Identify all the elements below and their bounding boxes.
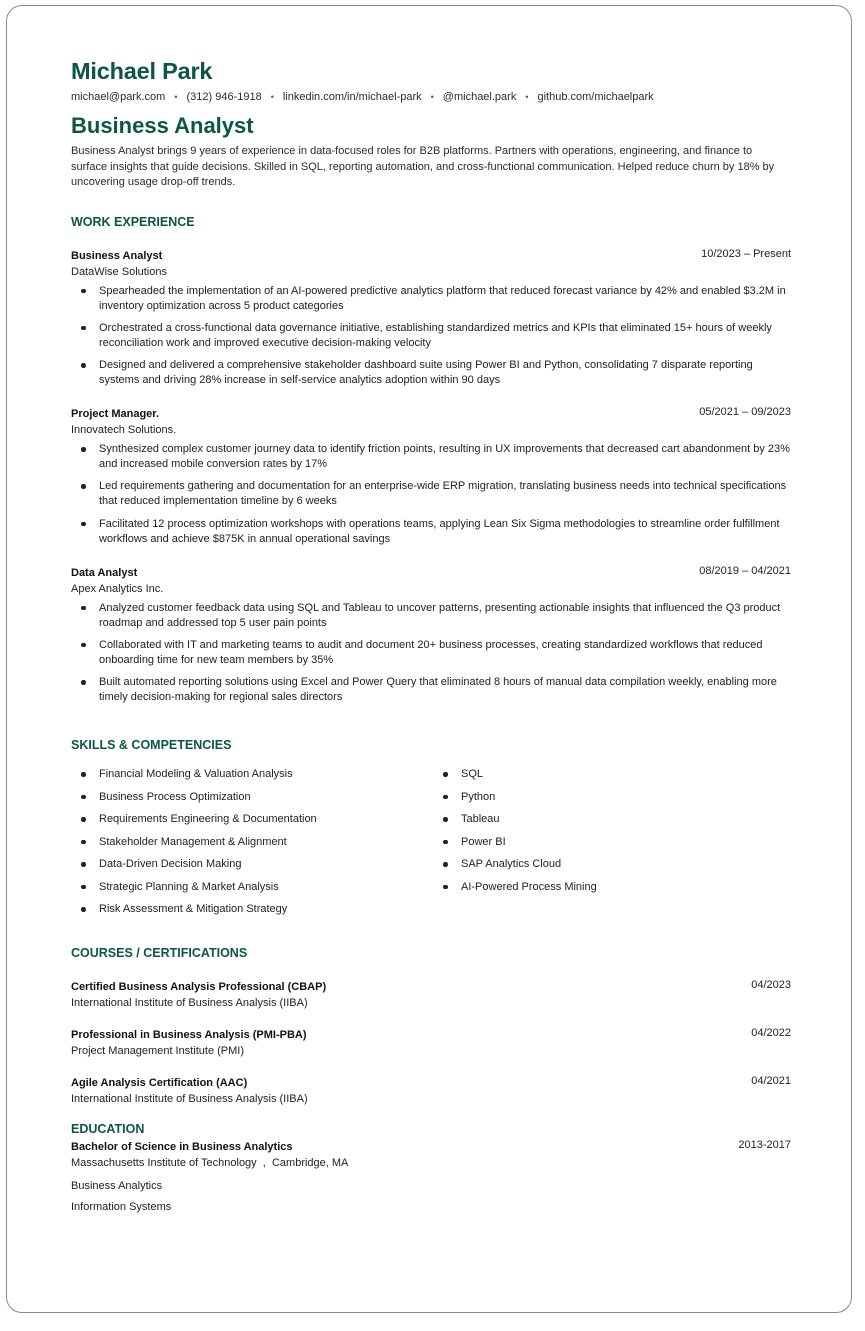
job-dates: 08/2019 – 04/2021 — [699, 564, 791, 577]
skill-item: Stakeholder Management & Alignment — [71, 835, 433, 850]
certification-issuer: International Institute of Business Analysis (IIBA) — [71, 1092, 308, 1105]
job-entry — [71, 566, 791, 706]
certification-date: 04/2023 — [751, 978, 791, 991]
skill-item: Requirements Engineering & Documentation — [71, 812, 433, 827]
job-title-heading: Business Analyst — [71, 113, 254, 138]
job-company: Innovatech Solutions. — [71, 424, 177, 437]
resume-content — [71, 56, 791, 1216]
contact-separator: • — [430, 92, 434, 102]
resume-page — [6, 5, 852, 1313]
certification-date: 04/2021 — [751, 1074, 791, 1087]
certification-title: Professional in Business Analysis (PMI-PBA) — [71, 1028, 307, 1041]
contact-separator: • — [270, 92, 274, 102]
job-company: Apex Analytics Inc. — [71, 582, 164, 595]
skill-item: SAP Analytics Cloud — [433, 857, 597, 872]
candidate-name: Michael Park — [71, 58, 213, 84]
professional-summary: Business Analyst brings 9 years of experience in data-focused roles for B2B platforms. Partners with operations, engineering, and finance to surface insights that guide decisions. Skilled in SQL, reporting automation, and cross-functional communication. Helped reduce churn by 18% by uncovering usage drop-off trends. — [71, 145, 775, 188]
education-dates: 2013-2017 — [738, 1138, 791, 1151]
bullet-item: Built automated reporting solutions using Excel and Power Query that eliminated 8 hours of manual data compilation weekly, enabling more timely decision-making for regional sales directors — [71, 675, 791, 705]
job-role: Data Analyst — [71, 566, 138, 579]
bullet-item: Synthesized complex customer journey data to identify friction points, resulting in UX improvements that decreased cart abandonment by 23% and increased mobile conversion rates by 17% — [71, 442, 791, 472]
job-bullets — [71, 284, 791, 389]
job-role: Project Manager. — [71, 408, 160, 421]
degree-title: Bachelor of Science in Business Analytics — [71, 1140, 293, 1153]
contact-linkedin[interactable]: linkedin.com/in/michael-park — [282, 91, 422, 103]
school-line — [71, 1155, 791, 1172]
school-comma: , — [259, 1156, 269, 1169]
skills-column-competencies — [71, 767, 433, 925]
certification-date: 04/2022 — [751, 1026, 791, 1039]
skill-item: Power BI — [433, 835, 597, 850]
certification-issuer: Project Management Institute (PMI) — [71, 1044, 245, 1057]
skill-item: Risk Assessment & Mitigation Strategy — [71, 902, 433, 917]
school-name: Massachusetts Institute of Technology — [71, 1156, 257, 1169]
certification-entry — [71, 1028, 791, 1060]
bullet-item: Orchestrated a cross-functional data governance initiative, establishing standardized metrics and KPIs that eliminated 15+ hours of weekly reconciliation work and improved executive decision-making velocity — [71, 321, 791, 351]
contact-phone[interactable]: (312) 946-1918 — [186, 91, 262, 103]
skill-item: Python — [433, 790, 597, 805]
certification-title: Agile Analysis Certification (AAC) — [71, 1076, 248, 1089]
education-field: Business Analytics — [71, 1179, 163, 1192]
contact-github[interactable]: github.com/michaelpark — [537, 91, 654, 103]
job-role: Business Analyst — [71, 249, 163, 262]
certification-entry — [71, 1076, 791, 1108]
job-dates: 10/2023 – Present — [701, 247, 791, 260]
contact-separator: • — [525, 92, 529, 102]
skills-heading: SKILLS & COMPETENCIES — [71, 738, 232, 753]
skill-item: Business Process Optimization — [71, 790, 433, 805]
skill-item: Tableau — [433, 812, 597, 827]
certification-issuer: International Institute of Business Analysis (IIBA) — [71, 996, 308, 1009]
education-heading: EDUCATION — [71, 1121, 145, 1136]
work-experience-heading: WORK EXPERIENCE — [71, 214, 195, 229]
certification-title: Certified Business Analysis Professional (CBAP) — [71, 980, 327, 993]
contact-line — [71, 89, 791, 105]
bullet-item: Spearheaded the implementation of an AI-powered predictive analytics platform that reduced forecast variance by 42% and enabled $3.2M in inventory optimization across 5 product categories — [71, 284, 791, 314]
job-entry — [71, 407, 791, 547]
education-entry — [71, 1140, 791, 1216]
contact-separator: • — [174, 92, 178, 102]
skills-column-tools — [433, 767, 597, 925]
contact-email[interactable]: michael@park.com — [71, 91, 166, 103]
contact-handle[interactable]: @michael.park — [442, 91, 517, 103]
skill-item: Data-Driven Decision Making — [71, 857, 433, 872]
skill-item: Financial Modeling & Valuation Analysis — [71, 767, 433, 782]
bullet-item: Analyzed customer feedback data using SQL and Tableau to uncover patterns, presenting actionable insights that influenced the Q3 product roadmap and addressed top 5 user pain points — [71, 601, 791, 631]
job-bullets — [71, 442, 791, 547]
school-location: Cambridge, MA — [271, 1156, 349, 1169]
job-company: DataWise Solutions — [71, 265, 167, 278]
job-entry — [71, 249, 791, 389]
skills-list — [71, 767, 791, 925]
skill-item: AI-Powered Process Mining — [433, 880, 597, 895]
bullet-item: Designed and delivered a comprehensive stakeholder dashboard suite using Power BI and Python, consolidating 7 disparate reporting systems and driving 28% increase in self-service analytics adoption within 90 days — [71, 358, 791, 388]
certification-entry — [71, 980, 791, 1012]
job-dates: 05/2021 – 09/2023 — [699, 406, 791, 419]
bullet-item: Facilitated 12 process optimization workshops with operations teams, applying Lean Six Sigma methodologies to streamline order fulfillment workflows and achieve $875K in annual operational savings — [71, 517, 791, 547]
skill-item: SQL — [433, 767, 597, 782]
skill-item: Strategic Planning & Market Analysis — [71, 880, 433, 895]
bullet-item: Led requirements gathering and documentation for an enterprise-wide ERP migration, translating business needs into technical specifications that reduced implementation timeline by 6 weeks — [71, 479, 791, 509]
bullet-item: Collaborated with IT and marketing teams to audit and document 20+ business processes, creating standardized workflows that reduced onboarding time for new team members by 35% — [71, 638, 791, 668]
certifications-heading: COURSES / CERTIFICATIONS — [71, 945, 248, 960]
job-bullets — [71, 601, 791, 706]
education-field: Information Systems — [71, 1200, 172, 1213]
